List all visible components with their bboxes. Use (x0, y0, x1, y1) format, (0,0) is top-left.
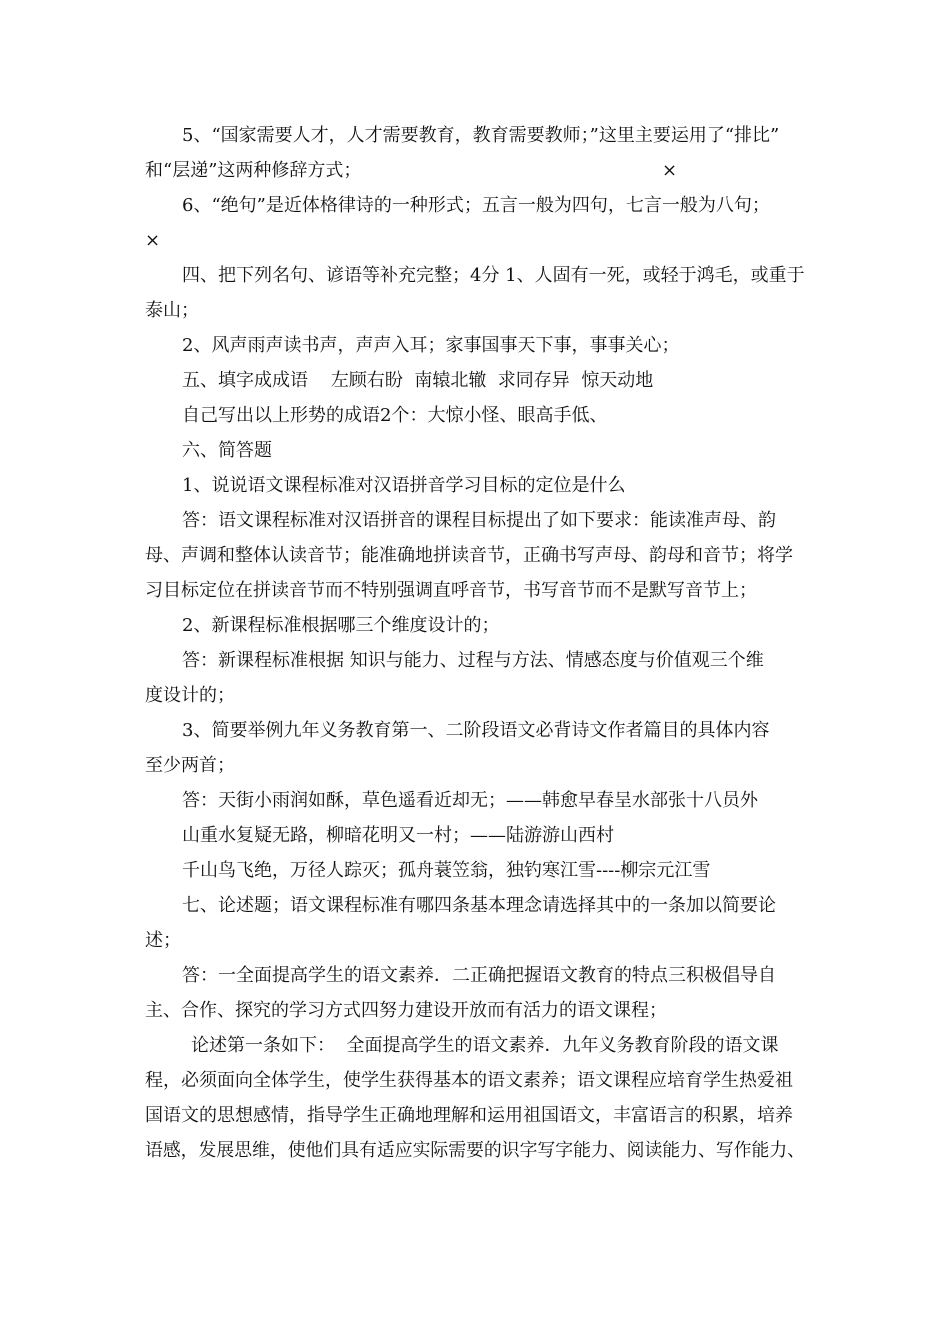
text-line: 2、风声雨声读书声，声声入耳；家事国事天下事，事事关心； (182, 335, 680, 356)
text-line: 5、“国家需要人才，人才需要教育，教育需要教师；”这里主要运用了“排比” (182, 125, 780, 146)
answer-line: 千山鸟飞绝，万径人踪灭；孤舟蓑笠翁，独钓寒江雪----柳宗元江雪 (182, 860, 711, 881)
answer-line: 母、声调和整体认读音节；能准确地拼读音节，正确书写声母、韵母和音节；将学 (145, 545, 793, 566)
answer-line: 论述第一条如下： 全面提高学生的语文素养．九年义务教育阶段的语文课 (191, 1035, 779, 1056)
question: 1、说说语文课程标准对汉语拼音学习目标的定位是什么 (182, 475, 626, 496)
answer-line: 答：新课程标准根据 知识与能力、过程与方法、情感态度与价值观三个维 (182, 650, 764, 671)
answer-line: 度设计的； (145, 685, 235, 706)
answer-line: 主、合作、探究的学习方式四努力建设开放而有活力的语文课程； (145, 1000, 667, 1021)
text-line: 泰山； (145, 300, 199, 321)
question: 至少两首； (145, 755, 235, 776)
question: 3、简要举例九年义务教育第一、二阶段语文必背诗文作者篇目的具体内容 (182, 720, 770, 741)
answer-line: 答：天街小雨润如酥，草色遥看近却无；——韩愈早春呈水部张十八员外 (182, 790, 758, 811)
text-line: 五、填字成成语 左顾右盼 南辕北辙 求同存异 惊天动地 (182, 370, 654, 391)
text-line: 自己写出以上形势的成语2个：大惊小怪、眼高手低、 (182, 405, 608, 426)
answer-line: 习目标定位在拼读音节而不特别强调直呼音节，书写音节而不是默写音节上； (145, 580, 757, 601)
section-heading: 七、论述题；语文课程标准有哪四条基本理念请选择其中的一条加以简要论 (182, 895, 776, 916)
answer-line: 答：语文课程标准对汉语拼音的课程目标提出了如下要求：能读准声母、韵 (182, 510, 776, 531)
section-heading: 六、简答题 (182, 440, 272, 461)
wrong-mark-icon: × (145, 230, 161, 251)
question: 2、新课程标准根据哪三个维度设计的； (182, 615, 500, 636)
answer-line: 语感，发展思维，使他们具有适应实际需要的识字写字能力、阅读能力、写作能力、 (145, 1140, 806, 1161)
text-line: 6、“绝句”是近体格律诗的一种形式；五言一般为四句，七言一般为八句； (182, 195, 770, 216)
text-line: 和“层递”这两种修辞方式； (145, 160, 362, 181)
text-line: 四、把下列名句、谚语等补充完整；4分 1、人固有一死，或轻于鸿毛，或重于 (182, 265, 805, 286)
answer-line: 答：一全面提高学生的语文素养．二正确把握语文教育的特点三积极倡导自 (182, 965, 776, 986)
answer-line: 程，必须面向全体学生，使学生获得基本的语文素养；语文课程应培育学生热爱祖 (145, 1070, 793, 1091)
answer-line: 山重水复疑无路，柳暗花明又一村；——陆游游山西村 (182, 825, 614, 846)
section-heading: 述； (145, 930, 181, 951)
answer-line: 国语文的思想感情，指导学生正确地理解和运用祖国语文，丰富语言的积累，培养 (145, 1105, 793, 1126)
wrong-mark-icon: × (662, 160, 678, 181)
